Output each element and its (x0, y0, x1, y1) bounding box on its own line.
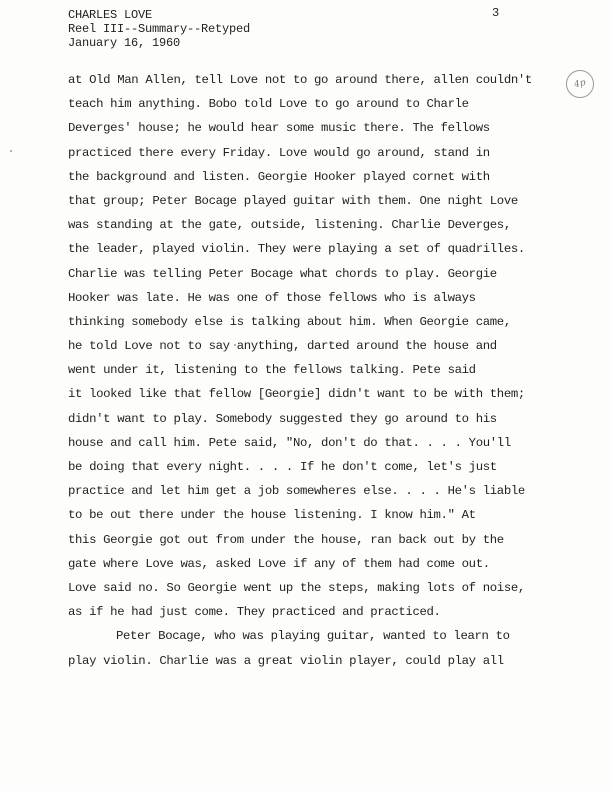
text-line: Love said no. So Georgie went up the steps, making lots of noise, (68, 580, 525, 595)
document-header (68, 8, 250, 50)
text-line: Deverges' house; he would hear some music there. The fellows (68, 121, 490, 136)
text-line: be doing that every night. . . . If he don't come, let's just (68, 460, 497, 474)
text-line: thinking somebody else is talking about him. When Georgie came, (68, 314, 511, 329)
text-line: to be out there under the house listening. I know him." At (68, 508, 476, 523)
text-line: as if he had just come. They practiced and practiced. (68, 605, 441, 620)
text-line: play violin. Charlie was a great violin player, could play all (68, 653, 504, 668)
header-reel: Reel III--Summary--Retyped (68, 22, 251, 36)
transcript-body (68, 68, 548, 673)
text-line: gate where Love was, asked Love if any of them had come out. (68, 556, 490, 571)
text-line: was standing at the gate, outside, listening. Charlie Deverges, (68, 218, 511, 233)
text-line: he told Love not to say anything, darted around the house and (68, 339, 497, 354)
text-line: this Georgie got out from under the house, ran back out by the (68, 532, 504, 547)
paragraph-start-line: Peter Bocage, who was playing guitar, wanted to learn to (116, 629, 510, 644)
text-line: practiced there every Friday. Love would go around, stand in (68, 145, 490, 160)
margin-note: 4p (573, 77, 587, 91)
text-line: Hooker was late. He was one of those fellows who is always (68, 290, 476, 305)
text-line: house and call him. Pete said, "No, don't do that. . . . You'll (68, 435, 511, 450)
text-line: the leader, played violin. They were playing a set of quadrilles. (68, 242, 525, 257)
text-line: practice and let him get a job somewheres else. . . . He's liable (68, 484, 525, 499)
text-line: teach him anything. Bobo told Love to go around to Charle (68, 97, 469, 112)
text-line: didn't want to play. Somebody suggested they go around to his (68, 411, 497, 426)
text-line: that group; Peter Bocage played guitar with them. One night Love (68, 193, 518, 208)
header-name: CHARLES LOVE (68, 8, 153, 22)
text-line: Charlie was telling Peter Bocage what chords to play. Georgie (68, 266, 497, 281)
header-date: January 16, 1960 (68, 36, 181, 50)
text-line: the background and listen. Georgie Hooker played cornet with (68, 169, 490, 184)
page-number: 3 (492, 6, 500, 20)
text-line: at Old Man Allen, tell Love not to go around there, allen couldn't (68, 73, 532, 87)
margin-note-circle (563, 67, 597, 101)
text-line: went under it, listening to the fellows talking. Pete said (68, 363, 476, 378)
scan-speck (10, 150, 12, 152)
text-line: it looked like that fellow [Georgie] didn't want to be with them; (68, 387, 525, 402)
